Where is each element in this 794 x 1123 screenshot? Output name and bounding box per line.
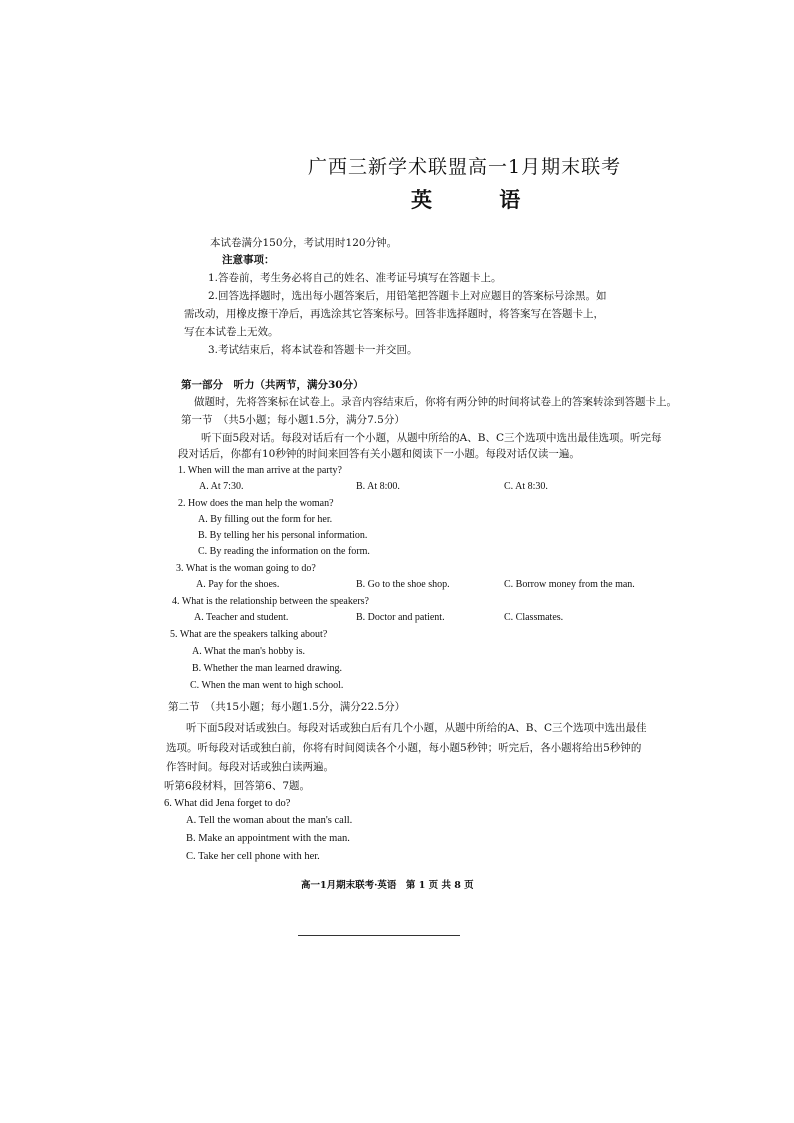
question-3-stem: 3. What is the woman going to do? — [176, 563, 316, 574]
question-1-option-a: A. At 7:30. — [199, 481, 244, 492]
question-3-option-c: C. Borrow money from the man. — [504, 579, 635, 590]
question-5-stem: 5. What are the speakers talking about? — [170, 629, 328, 640]
notice-item-3: 3.考试结束后，将本试卷和答题卡一并交回。 — [208, 344, 418, 356]
section2-desc: 听下面5段对话或独白。每段对话或独白后有几个小题，从题中所给的A、B、C三个选项中选出最佳 — [186, 722, 647, 734]
footer-divider — [298, 935, 460, 936]
question-4-option-a: A. Teacher and student. — [194, 612, 289, 623]
question-5-option-a: A. What the man's hobby is. — [192, 646, 305, 657]
part1-description: 做题时，先将答案标在试卷上。录音内容结束后，你将有两分钟的时间将试卷上的答案转涂到答题卡上。 — [194, 396, 677, 408]
section2-title: 第二节 （共15小题；每小题1.5分，满分22.5分） — [168, 701, 406, 713]
notice-item-1: 1.答卷前，考生务必将自己的姓名、准考证号填写在答题卡上。 — [208, 272, 502, 284]
question-6-stem: 6. What did Jena forget to do? — [164, 798, 291, 809]
notice-item-2-cont: 需改动，用橡皮擦干净后，再选涂其它答案标号。回答非选择题时，将答案写在答题卡上， — [184, 308, 604, 320]
question-2-option-a: A. By filling out the form for her. — [198, 514, 333, 525]
question-6-option-c: C. Take her cell phone with her. — [186, 851, 320, 862]
question-6-option-a: A. Tell the woman about the man's call. — [186, 815, 353, 826]
question-1-option-c: C. At 8:30. — [504, 481, 548, 492]
question-3-option-a: A. Pay for the shoes. — [196, 579, 280, 590]
question-2-option-b: B. By telling her his personal information. — [198, 530, 368, 541]
notice-item-2-end: 写在本试卷上无效。 — [184, 326, 279, 338]
section1-desc: 听下面5段对话。每段对话后有一个小题，从题中所给的A、B、C三个选项中选出最佳选项。听完每 — [201, 432, 662, 444]
section2-desc-cont: 选项。听每段对话或独白前，你将有时间阅读各个小题，每小题5秒钟；听完后，各小题将给出5秒钟的 — [166, 742, 642, 754]
question-4-option-c: C. Classmates. — [504, 612, 564, 623]
notice-title: 注意事项： — [222, 254, 275, 266]
question-5-option-c: C. When the man went to high school. — [190, 680, 344, 691]
section1-title: 第一节 （共5小题；每小题1.5分，满分7.5分） — [181, 414, 405, 426]
question-4-option-b: B. Doctor and patient. — [356, 612, 445, 623]
material-6-heading: 听第6段材料，回答第6、7题。 — [164, 780, 311, 792]
subject-title: 英 语 — [411, 187, 551, 212]
question-1-stem: 1. When will the man arrive at the party? — [178, 465, 342, 476]
exam-intro: 本试卷满分150分，考试用时120分钟。 — [210, 237, 398, 249]
question-1-option-b: B. At 8:00. — [356, 481, 400, 492]
question-6-option-b: B. Make an appointment with the man. — [186, 833, 350, 844]
section1-desc-cont: 段对话后，你都有10秒钟的时间来回答有关小题和阅读下一小题。每段对话仅读一遍。 — [178, 448, 580, 460]
notice-item-2: 2.回答选择题时，选出每小题答案后，用铅笔把答题卡上对应题目的答案标号涂黑。如 — [208, 290, 607, 302]
question-5-option-b: B. Whether the man learned drawing. — [192, 663, 343, 674]
question-4-stem: 4. What is the relationship between the speakers? — [172, 596, 369, 607]
part1-title: 第一部分 听力（共两节，满分30分） — [181, 379, 364, 391]
question-3-option-b: B. Go to the shoe shop. — [356, 579, 450, 590]
question-2-stem: 2. How does the man help the woman? — [178, 498, 334, 509]
question-2-option-c: C. By reading the information on the form. — [198, 546, 370, 557]
section2-desc-end: 作答时间。每段对话或独白读两遍。 — [166, 761, 334, 773]
page-footer: 高一1月期末联考·英语 第 1 页 共 8 页 — [301, 880, 474, 891]
exam-title: 广西三新学术联盟高一1月期末联考 — [308, 156, 622, 178]
